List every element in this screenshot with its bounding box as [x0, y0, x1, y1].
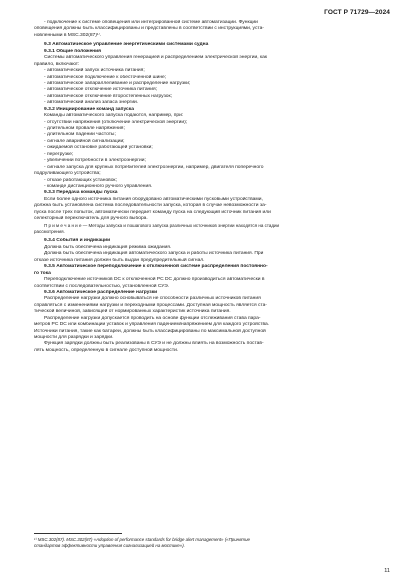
section-heading: 9.3.1 Общие положения	[44, 48, 101, 54]
body-line: - сигнале аварийной сигнализации;	[44, 138, 125, 144]
standard-code-header: ГОСТ Р 71729—2024	[324, 9, 390, 16]
body-line: оповещения должны быть классифицированы и представлены в соответствии с инструкциями, уста-	[34, 26, 264, 32]
body-line: - отсутствии напряжения (отключение электрической энергии);	[44, 119, 188, 125]
page-number: 11	[384, 568, 390, 574]
body-line: правило, включают:	[34, 61, 80, 67]
body-line: Распределение нагрузки допускается проводить на основе функции отслеживания става пара-	[44, 315, 261, 321]
footnote-line: стандартов эффективности управления сигнализацией на мостике»).	[34, 543, 185, 549]
footnote-separator	[34, 533, 122, 534]
body-line: Переподключение источников DC к отключенной PC DC должно производиться автоматически в	[44, 277, 265, 283]
section-heading: 9.3.5 Автоматическое переподключение к отключенной системе распределения постоянно-	[44, 264, 268, 270]
body-line: - длительном падении частоты;	[44, 132, 116, 138]
body-line: - команде дистанционного ручного управления.	[44, 183, 153, 189]
body-line: Системы автоматического управления генерацией и распределением электрической энергии, как	[44, 55, 268, 61]
body-line: рассмотрения.	[34, 229, 65, 234]
body-line: селекторный переключатель для ручного выбора.	[34, 216, 148, 222]
body-line: - отказе работающих установок;	[44, 177, 117, 183]
body-line: метров PC DC или комбинации уставок и управления падением/напряжением для каждого устройства.	[34, 322, 270, 328]
body-line: Распределение нагрузки должно основываться не способности различных источников питания	[44, 296, 261, 302]
body-line: П р и м е ч а н и е — Методы запуска и пошагового запуска различных источников энергии находятся на стадии	[44, 222, 279, 228]
section-heading: го тока	[34, 270, 51, 276]
body-line: - автоматический запуск источника питания;	[44, 68, 145, 74]
body-line: - подключение к системе оповещения или интегрированной системе автоматизации. Функции	[44, 20, 258, 25]
body-line: Функция зарядки должны быть реализованы в СУЭ и не должны влиять на возможность постав-	[44, 341, 264, 347]
body-line: - ожидаемой остановке работающей установки;	[44, 145, 153, 151]
document-body	[34, 20, 390, 354]
body-line: Источники питания, такие как батареи, должны быть классифицированы по максимальной доступной	[34, 328, 266, 334]
body-line: тической величиной, зависящей от нормированных характеристик источника питания.	[34, 309, 231, 315]
section-heading: 9.3.6 Автоматическое распределение нагрузки	[44, 289, 158, 295]
body-line: Должна быть обеспечена индикация режима ожидания.	[44, 244, 172, 250]
body-line: - автоматическое подключение к обесточенной шине;	[44, 74, 167, 80]
body-line: справляться с изменениями нагрузки и переходными процессами. Доступная мощность является ста-	[34, 302, 267, 308]
section-heading: 9.3 Автоматическое управление энергетическими системами судна	[44, 42, 209, 48]
footnote	[34, 537, 390, 550]
body-line: соответствии с последовательностью, установленной СУЭ.	[34, 283, 170, 289]
body-line: - автоматическое отключение источника питания;	[44, 87, 158, 93]
section-heading: 9.3.2 Инициирование команд запуска	[44, 106, 134, 112]
body-line: мощности для разрядки и зарядки.	[34, 335, 114, 340]
body-line: - автоматический анализ запаса энергии.	[44, 100, 139, 106]
body-line: - перегрузке;	[44, 151, 74, 157]
body-line: подруливающего устройства;	[34, 171, 101, 177]
body-line: - автоматическое отключение второстепенных нагрузок;	[44, 93, 172, 99]
body-line: Должна быть обеспечена индикация автоматического запуска и работы источника питания. При	[44, 251, 264, 257]
body-line: Если более одного источника питания оборудовано автоматическими пусковыми устройствами,	[44, 196, 263, 202]
body-line: - сигнале запуска для крупных потребителей электроэнергии, например, двигателя поперечного	[44, 164, 264, 170]
body-line: новленными в MSC.302(87)¹⁾.	[34, 32, 102, 38]
section-heading: 9.3.4 События и индикации	[44, 238, 111, 244]
body-line: отказе источника питания должен быть выдан предупредительный сигнал.	[34, 257, 205, 263]
body-line: должна быть установлена система последовательности запуска, которая в случае невозможности за-	[34, 203, 267, 209]
body-line: - увеличении потребности в электроэнергии;	[44, 158, 146, 164]
body-line: Команды автоматического запуска подаются, например, при:	[44, 113, 184, 119]
body-line: пуска после трех попыток, автоматически передает команду пуска на следующий источник питания или	[34, 209, 271, 215]
body-line: - автоматическое запараллеливание и распределение нагрузки;	[44, 80, 191, 86]
body-line: - длительном провале напряжения;	[44, 126, 125, 131]
section-heading: 9.3.3 Передача команды пуска	[44, 190, 118, 196]
footnote-line: ¹⁾ MSC.302(87). MSC.302(87) «Adoption of performance standards for bridge alert management» («Принятие	[34, 537, 250, 542]
body-line: лять мощность, определенную в сигнале доступной мощности.	[34, 347, 179, 353]
